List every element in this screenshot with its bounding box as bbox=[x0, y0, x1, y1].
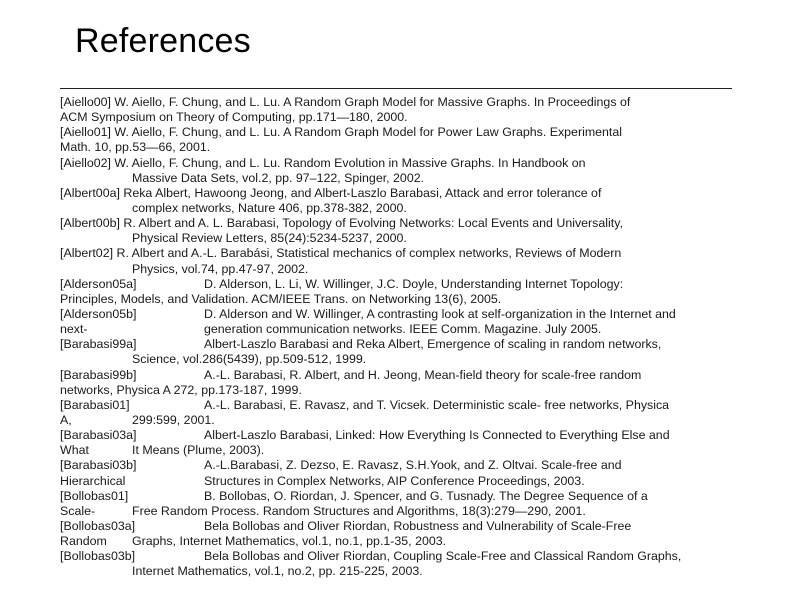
reference-key: [Aiello00] bbox=[60, 95, 111, 109]
reference-text: Random bbox=[60, 534, 107, 549]
reference-text: Physics, vol.74, pp.47-97, 2002. bbox=[132, 261, 309, 276]
reference-line bbox=[60, 125, 750, 140]
reference-key: [Aiello02] bbox=[60, 155, 111, 170]
reference-list bbox=[60, 95, 750, 580]
reference-text: A, bbox=[60, 412, 72, 427]
reference-line bbox=[60, 564, 750, 579]
reference-line bbox=[60, 504, 750, 519]
reference-line bbox=[60, 277, 750, 292]
reference-line bbox=[60, 140, 750, 155]
reference-line bbox=[60, 549, 750, 564]
reference-line bbox=[60, 292, 750, 307]
reference-text: Graphs, Internet Mathematics, vol.1, no.1, pp.1-35, 2003. bbox=[132, 534, 447, 549]
reference-line bbox=[60, 201, 750, 216]
reference-key: [Alderson05a] bbox=[60, 276, 137, 291]
reference-key: [Barabasi03a] bbox=[60, 428, 137, 443]
reference-line bbox=[60, 171, 750, 186]
reference-text: Scale- bbox=[60, 503, 96, 518]
reference-line bbox=[60, 262, 750, 277]
reference-line bbox=[60, 186, 750, 201]
reference-key: [Alderson05b] bbox=[60, 306, 137, 321]
reference-line bbox=[60, 458, 750, 473]
reference-line bbox=[60, 534, 750, 549]
reference-line bbox=[60, 307, 750, 322]
reference-text: W. Aiello, F. Chung, and L. Lu. A Random Graph Model for Massive Graphs. In Proceedings of bbox=[110, 95, 631, 109]
reference-text: A.-L.Barabasi, Z. Dezso, E. Ravasz, S.H.Yook, and Z. Oltvai. Scale-free and bbox=[204, 458, 622, 473]
reference-text: generation communication networks. IEEE Comm. Magazine. July 2005. bbox=[204, 322, 602, 337]
reference-line bbox=[60, 443, 750, 458]
reference-text: complex networks, Nature 406, pp.378-382, 2000. bbox=[132, 200, 407, 215]
reference-key: [Bollobas01] bbox=[60, 488, 129, 503]
reference-text: Bela Bollobas and Oliver Riordan, Coupling Scale-Free and Classical Random Graphs, bbox=[204, 549, 682, 564]
title-divider bbox=[60, 88, 732, 89]
reference-text: 299:599, 2001. bbox=[132, 412, 215, 427]
reference-line bbox=[60, 246, 750, 261]
reference-text: What bbox=[60, 443, 89, 458]
reference-text: D. Alderson and W. Willinger, A contrasting look at self-organization in the Internet and bbox=[204, 306, 676, 321]
reference-text: Hierarchical bbox=[60, 473, 126, 488]
reference-text: A.-L. Barabasi, E. Ravasz, and T. Vicsek. Deterministic scale- free networks, Physica bbox=[204, 397, 670, 412]
reference-text: Bela Bollobas and Oliver Riordan, Robustness and Vulnerability of Scale-Free bbox=[204, 518, 632, 533]
reference-text: D. Alderson, L. Li, W. Willinger, J.C. Doyle, Understanding Internet Topology: bbox=[204, 276, 624, 291]
reference-line bbox=[60, 216, 750, 231]
reference-text: next- bbox=[60, 322, 88, 337]
reference-key: [Barabasi03b] bbox=[60, 458, 137, 473]
reference-key: [Albert00b] bbox=[60, 216, 120, 231]
reference-line bbox=[60, 474, 750, 489]
reference-text: Structures in Complex Networks, AIP Conference Proceedings, 2003. bbox=[204, 473, 585, 488]
reference-line bbox=[60, 110, 750, 125]
reference-text: It Means (Plume, 2003). bbox=[132, 443, 265, 458]
slide-title: References bbox=[75, 22, 251, 60]
reference-line bbox=[60, 352, 750, 367]
reference-text: Albert-Laszlo Barabasi, Linked: How Everything Is Connected to Everything Else and bbox=[204, 428, 670, 443]
reference-key: [Barabasi99a] bbox=[60, 337, 137, 352]
reference-key: [Barabasi99b] bbox=[60, 367, 137, 382]
reference-text: B. Bollobas, O. Riordan, J. Spencer, and G. Tusnady. The Degree Sequence of a bbox=[204, 488, 648, 503]
reference-text: Free Random Process. Random Structures and Algorithms, 18(3):279—290, 2001. bbox=[132, 503, 586, 518]
reference-line bbox=[60, 368, 750, 383]
reference-text: ACM Symposium on Theory of Computing, pp.171—180, 2000. bbox=[60, 110, 408, 125]
reference-text: Physical Review Letters, 85(24):5234-5237, 2000. bbox=[132, 231, 407, 246]
reference-line bbox=[60, 428, 750, 443]
reference-text: Massive Data Sets, vol.2, pp. 97–122, Spinger, 2002. bbox=[132, 170, 425, 185]
reference-line bbox=[60, 383, 750, 398]
reference-text: networks, Physica A 272, pp.173-187, 1999. bbox=[60, 382, 302, 397]
reference-line bbox=[60, 95, 750, 110]
reference-line bbox=[60, 337, 750, 352]
reference-text: R. Albert and A. L. Barabasi, Topology of Evolving Networks: Local Events and Universality, bbox=[119, 216, 623, 231]
reference-key: [Barabasi01] bbox=[60, 397, 130, 412]
reference-text: W. Aiello, F. Chung, and L. Lu. Random Evolution in Massive Graphs. In Handbook on bbox=[110, 155, 586, 170]
reference-text: Science, vol.286(5439), pp.509-512, 1999. bbox=[132, 352, 367, 367]
reference-text: W. Aiello, F. Chung, and L. Lu. A Random Graph Model for Power Law Graphs. Experimental bbox=[110, 125, 623, 140]
reference-line bbox=[60, 322, 750, 337]
reference-line bbox=[60, 398, 750, 413]
reference-text: Math. 10, pp.53—66, 2001. bbox=[60, 140, 211, 155]
reference-key: [Albert02] bbox=[60, 246, 114, 261]
reference-text: A.-L. Barabasi, R. Albert, and H. Jeong, Mean-field theory for scale-free random bbox=[204, 367, 642, 382]
reference-text: Reka Albert, Hawoong Jeong, and Albert-Laszlo Barabasi, Attack and error tolerance of bbox=[119, 185, 602, 200]
reference-key: [Bollobas03b] bbox=[60, 549, 136, 564]
reference-key: [Aiello01] bbox=[60, 125, 111, 140]
reference-text: Principles, Models, and Validation. ACM/IEEE Trans. on Networking 13(6), 2005. bbox=[60, 291, 502, 306]
reference-line bbox=[60, 519, 750, 534]
reference-line bbox=[60, 231, 750, 246]
reference-text: R. Albert and A.-L. Barabási, Statistical mechanics of complex networks, Reviews of Modern bbox=[113, 246, 622, 261]
reference-line bbox=[60, 156, 750, 171]
reference-text: Internet Mathematics, vol.1, no.2, pp. 215-225, 2003. bbox=[132, 564, 423, 579]
reference-line bbox=[60, 489, 750, 504]
reference-line bbox=[60, 413, 750, 428]
reference-key: [Bollobas03a] bbox=[60, 518, 136, 533]
reference-text: Albert-Laszlo Barabasi and Reka Albert, Emergence of scaling in random networks, bbox=[204, 337, 662, 352]
reference-key: [Albert00a] bbox=[60, 185, 120, 200]
